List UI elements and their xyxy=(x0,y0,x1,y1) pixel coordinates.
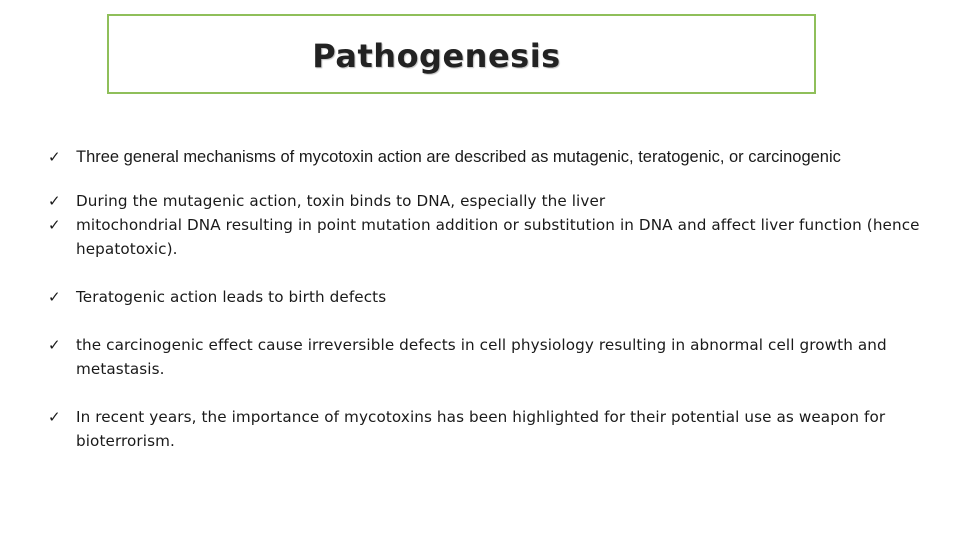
bullet-list xyxy=(48,145,928,453)
bullet-text: In recent years, the importance of mycotoxins has been highlighted for their potential use as weapon for bioterrorism. xyxy=(76,408,886,450)
bullet-item xyxy=(48,285,928,309)
bullet-text: Three general mechanisms of mycotoxin action are described as mutagenic, teratogenic, or carcinogenic xyxy=(76,148,841,166)
bullet-text: Teratogenic action leads to birth defects xyxy=(76,288,387,306)
bullet-text: mitochondrial DNA resulting in point mutation addition or substitution in DNA and affect liver function (hence hepatotoxic). xyxy=(76,216,920,258)
checkmark-icon: ✓ xyxy=(48,408,61,426)
checkmark-icon: ✓ xyxy=(48,288,61,306)
bullet-item xyxy=(48,145,928,169)
bullet-item xyxy=(48,189,928,213)
checkmark-icon: ✓ xyxy=(48,216,61,234)
checkmark-icon: ✓ xyxy=(48,148,61,166)
bullet-item xyxy=(48,405,928,453)
slide-title: Pathogenesis xyxy=(312,37,561,75)
checkmark-icon: ✓ xyxy=(48,192,61,210)
bullet-text: the carcinogenic effect cause irreversible defects in cell physiology resulting in abnormal cell growth and metastasis. xyxy=(76,336,887,378)
checkmark-icon: ✓ xyxy=(48,336,61,354)
bullet-item xyxy=(48,213,928,261)
bullet-text: During the mutagenic action, toxin binds to DNA, especially the liver xyxy=(76,192,606,210)
bullet-item xyxy=(48,333,928,381)
title-box xyxy=(107,14,816,94)
